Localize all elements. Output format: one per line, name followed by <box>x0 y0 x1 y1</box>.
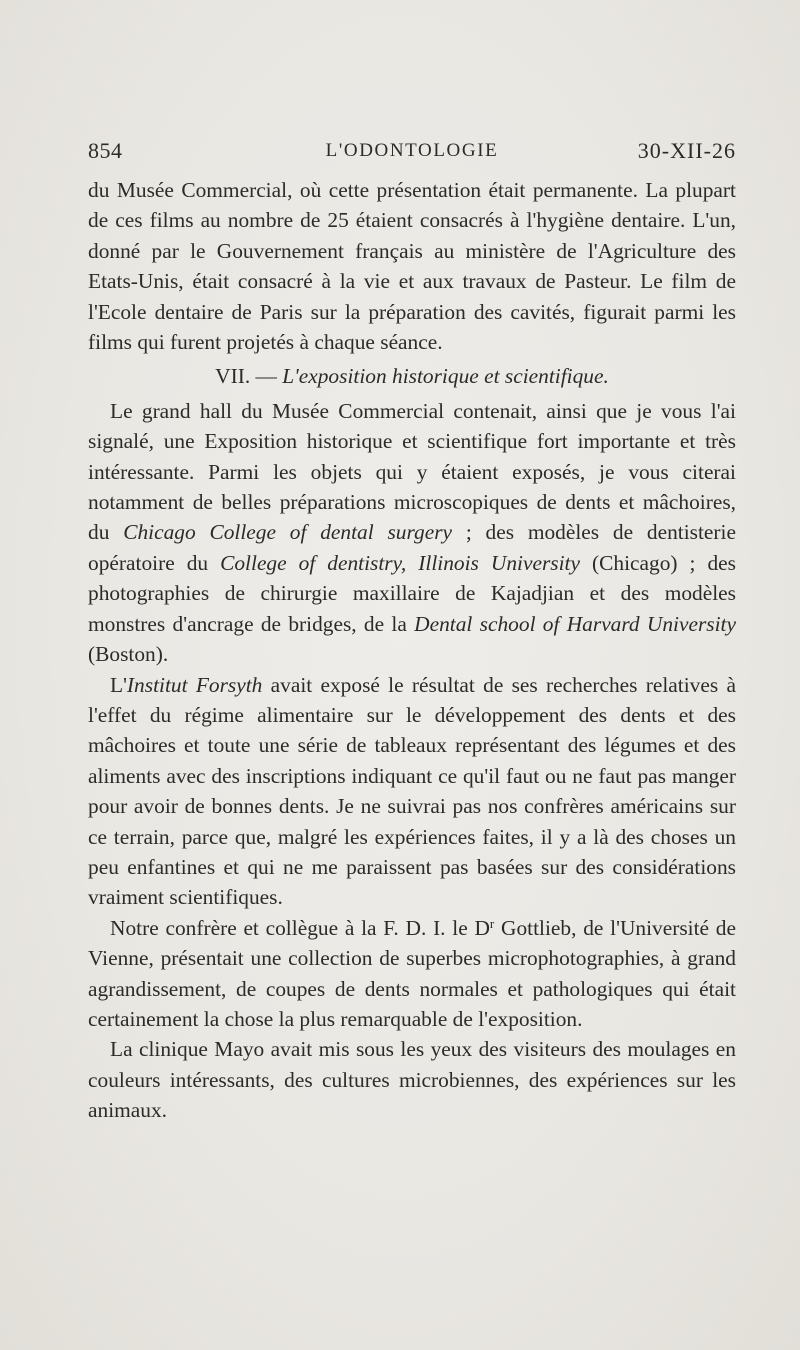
paragraph-1 <box>88 175 736 357</box>
paragraph-2-text-a: Le grand hall du Musée Commercial contenait, ainsi que je vous l'ai signalé, une Exposition historique et scientifique fort importante et très intéressante. Parmi les objets qui y étaient exposés, je vous citerai notamment de belles préparations microscopiques de dents et mâchoires, du <box>88 398 736 545</box>
section-heading <box>88 361 736 391</box>
paragraph-2-italic-2: College of dentistry, Illinois University <box>220 550 580 575</box>
paragraph-2-text-b: ; des modèles de dentisterie opératoire du <box>88 520 736 575</box>
paragraph-2-italic-1: Chicago College of dental surgery <box>123 520 453 545</box>
paragraph-3 <box>88 670 736 913</box>
paragraph-4-superscript: r <box>489 915 495 931</box>
page-number: 854 <box>88 138 123 163</box>
paragraph-3-text: avait exposé le résultat de ses recherches relatives à l'effet du régime alimentaire sur le développement des dents et des mâchoires et toute une série de tableaux représentant des légumes et des aliments avec des inscriptions indiquant ce qu'il faut ou ne faut pas manger pour avoir de bonnes dents. Je ne suivrai pas nos confrères américains sur ce terrain, parce que, malgré les expériences faites, il y a là des choses un peu enfantines et qui ne me paraissent pas basées sur des considérations vraiment scientifiques. <box>88 672 736 910</box>
paragraph-4 <box>88 913 736 1035</box>
paragraph-5-text: La clinique Mayo avait mis sous les yeux des visiteurs des moulages en couleurs intéressants, des cultures microbiennes, des expériences sur les animaux. <box>88 1037 736 1123</box>
paragraph-2-italic-3: Dental school of Harvard University <box>414 611 736 636</box>
journal-title: L'ODONTOLOGIE <box>325 140 499 161</box>
paragraph-1-text: du Musée Commercial, où cette présentation était permanente. La plupart de ces films au nombre de 25 étaient consacrés à l'hygiène dentaire. L'un, donné par le Gouvernement français au ministère de l'Agriculture des Etats-Unis, était consacré à la vie et aux travaux de Pasteur. Le film de l'Ecole dentaire de Paris sur la préparation des cavités, figurait parmi les films qui furent projetés à chaque séance. <box>88 178 736 355</box>
paragraph-4-text-a: Notre confrère et collègue à la F. D. I. le D <box>110 915 490 940</box>
section-number: VII. — <box>215 364 277 389</box>
paragraph-3-prefix: L' <box>110 672 127 697</box>
paragraph-2 <box>88 396 736 670</box>
paragraph-4-text-b: Gottlieb, de l'Université de Vienne, présentait une collection de superbes microphotographies, à grand agrandissement, de coupes de dents normales et pathologiques qui était certainement la chose la plus remarquable de l'exposition. <box>88 915 736 1031</box>
paragraph-3-italic-1: Institut Forsyth <box>126 672 263 697</box>
body-text <box>88 175 736 1126</box>
page-header <box>88 138 736 170</box>
paragraph-2-text-c: (Chicago) ; des photographies de chirurgie maxillaire de Kajadjian et des modèles monstres d'ancrage de bridges, de la <box>88 550 736 636</box>
issue-date: 30-XII-26 <box>637 138 736 163</box>
paragraph-2-text-d: (Boston). <box>88 642 169 667</box>
section-title-text: L'exposition historique et scientifique. <box>282 364 609 389</box>
paragraph-5 <box>88 1034 736 1125</box>
